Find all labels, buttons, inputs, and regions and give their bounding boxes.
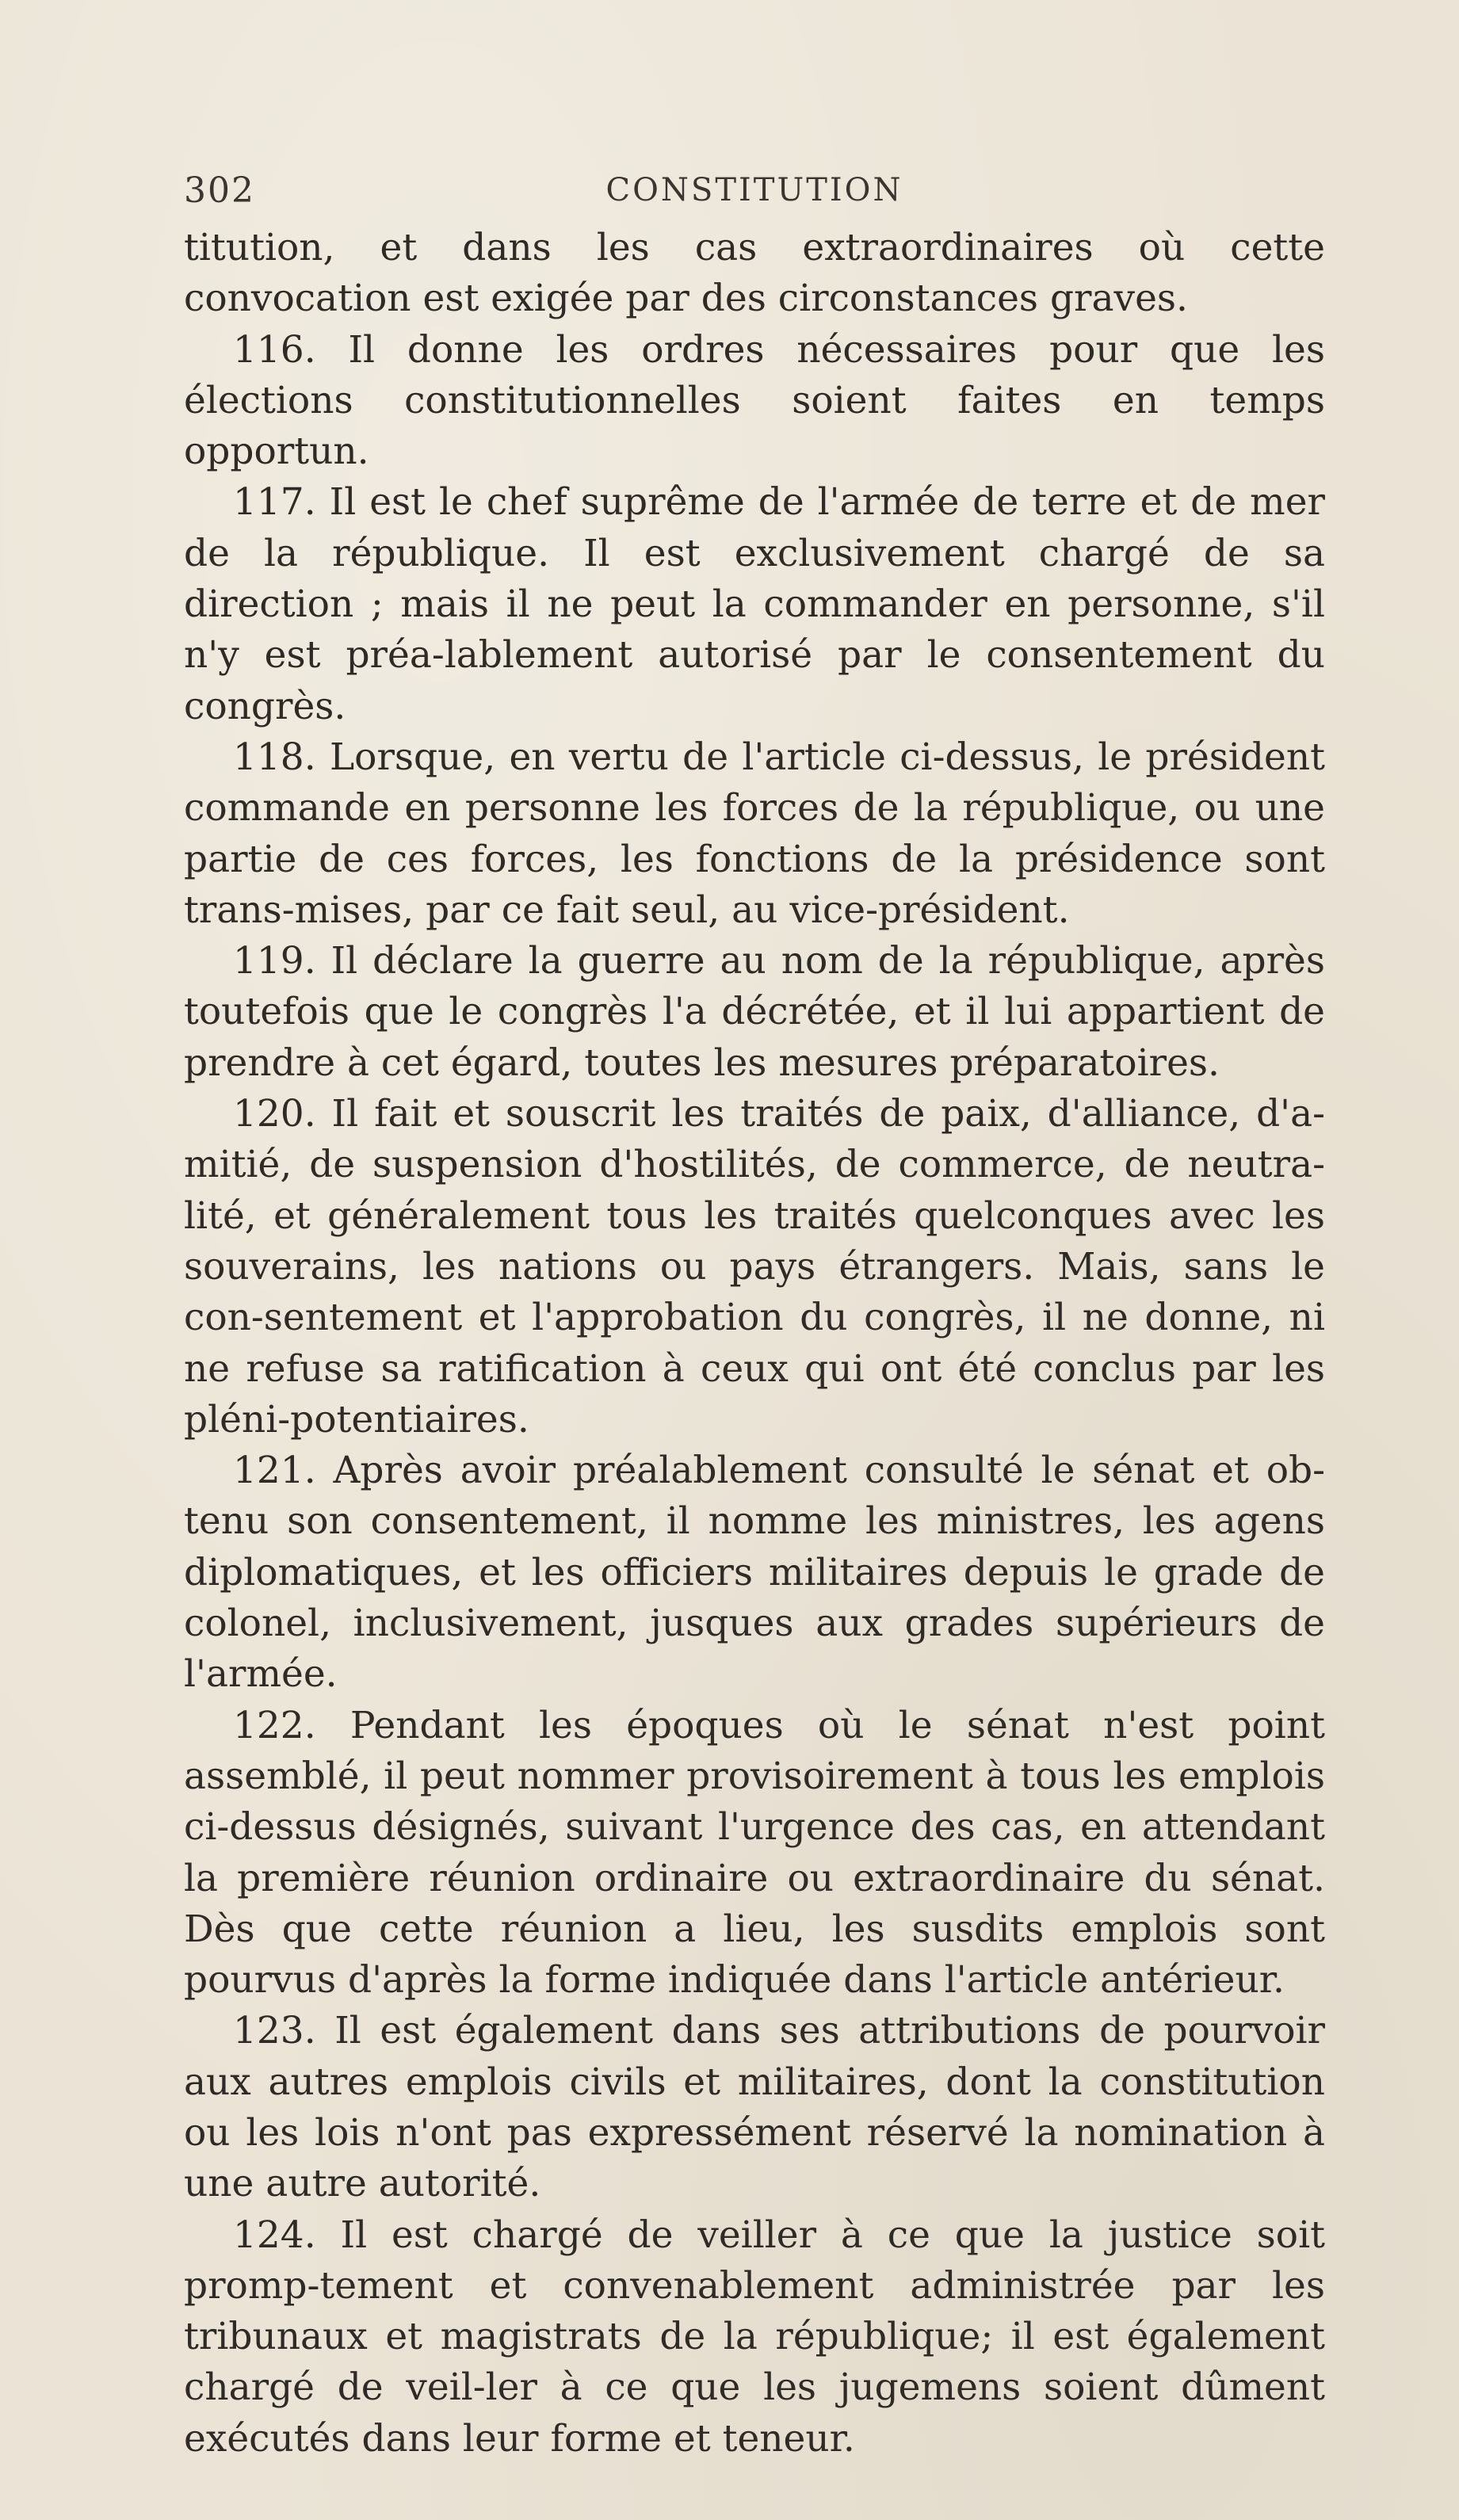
article-116: 116. Il donne les ordres nécessaires pour que les élections constitutionnelles soient faites en temps opportun. [184,327,1325,474]
article-123: 123. Il est également dans ses attributions de pourvoir aux autres emplois civils et militaires, dont la constitution ou les lois n'ont pas expressément réservé la nomination à une autre autorité. [184,2009,1325,2206]
article-118: 118. Lorsque, en vertu de l'article ci-dessus, le président commande en personne les forces de la république, ou une partie de ces forces, les fonctions de la présidence sont trans-mises, par ce fait seul, au vice-président. [184,735,1325,932]
running-head [184,170,1325,221]
article-124: 124. Il est chargé de veiller à ce que la justice soit promp-tement et convenablement administrée par les tribunaux et magistrats de la république; il est également chargé de veil-ler à ce que les jugemens soient dûment exécutés dans leur forme et teneur. [184,2213,1325,2461]
book-page [184,170,1325,2468]
body-text [184,223,1325,2465]
article-120: 120. Il fait et souscrit les traités de paix, d'alliance, d'a-mitié, de suspension d'hostilités, de commerce, de neutra-lité, et généralement tous les traités quelconques avec les souverains, les nations ou pays étrangers. Mais, sans le con-sentement et l'approbation du congrès, il ne donne, ni ne refuse sa ratification à ceux qui ont été conclus par les pléni-potentiaires. [184,1092,1325,1441]
article-119: 119. Il déclare la guerre au nom de la république, après toutefois que le congrès l'a décrétée, et il lui appartient de prendre à cet égard, toutes les mesures préparatoires. [184,939,1325,1085]
article-122: 122. Pendant les époques où le sénat n'est point assemblé, il peut nommer provisoirement à tous les emplois ci-dessus désignés, suivant l'urgence des cas, en attendant la première réunion ordinaire ou extraordinaire du sénat. Dès que cette réunion a lieu, les susdits emplois sont pourvus d'après la forme indiquée dans l'article antérieur. [184,1703,1325,2003]
article-121: 121. Après avoir préalablement consulté le sénat et ob-tenu son consentement, il nomme les ministres, les agens diplomatiques, et les officiers militaires depuis le grade de colonel, inclusivement, jusques aux grades supérieurs de l'armée. [184,1449,1325,1697]
page-number: 302 [184,170,255,211]
article-117: 117. Il est le chef suprême de l'armée de terre et de mer de la république. Il est exclusivement chargé de sa direction ; mais il ne peut la commander en personne, s'il n'y est préa-lablement autorisé par le consentement du congrès. [184,480,1325,728]
paragraph-continuation: titution, et dans les cas extraordinaires où cette convocation est exigée par des circonstances graves. [184,226,1325,321]
running-title: CONSTITUTION [605,172,903,208]
